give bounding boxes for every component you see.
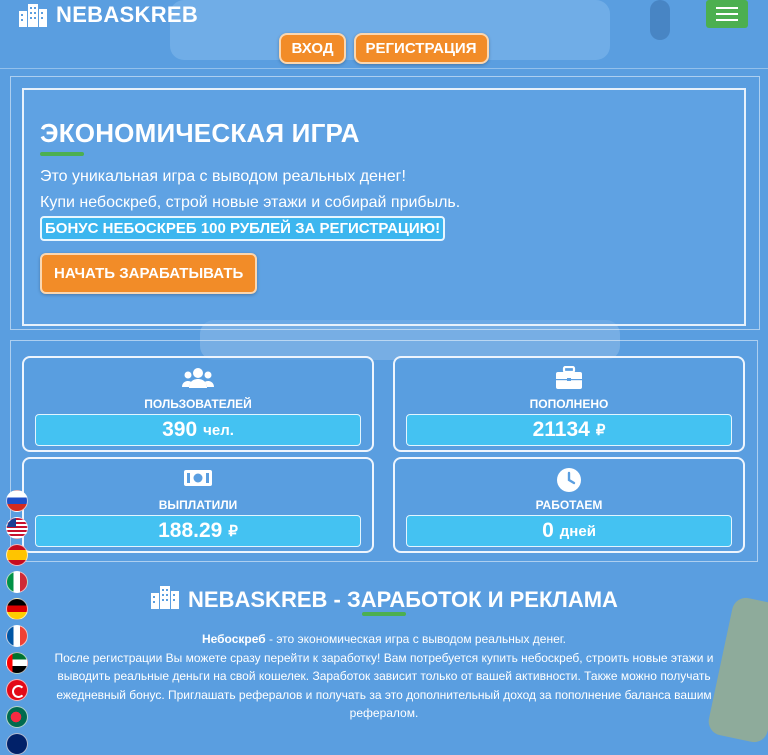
stat-card-paid-out: [22, 457, 374, 553]
title-underline: [362, 612, 406, 616]
flag-au-icon[interactable]: [6, 733, 28, 755]
login-button[interactable]: ВХОД: [279, 33, 345, 64]
stat-value: 0: [542, 519, 554, 542]
stat-label: ВЫПЛАТИЛИ: [158, 498, 238, 512]
stat-value-box: [35, 515, 361, 547]
about-title: NEBASKREB - ЗАРАБОТОК И РЕКЛАМА: [188, 587, 618, 612]
stat-value: 390: [162, 418, 198, 441]
stat-value-box: [35, 414, 361, 446]
flag-it-icon[interactable]: [6, 571, 28, 593]
stat-card-users: [22, 356, 374, 452]
flag-fr-icon[interactable]: [6, 625, 28, 647]
bonus-banner: БОНУС НЕБОСКРЕБ 100 РУБЛЕЙ ЗА РЕГИСТРАЦИЮ!: [40, 216, 445, 241]
about-heading: [0, 585, 768, 615]
header-divider: [0, 68, 768, 69]
title-underline: [40, 152, 84, 156]
auth-buttons: [0, 33, 768, 64]
flag-us-icon[interactable]: [6, 517, 28, 539]
hero-text: Это уникальная игра с выводом реальных денег!: [40, 168, 406, 185]
logo[interactable]: [18, 2, 198, 28]
flag-es-icon[interactable]: [6, 544, 28, 566]
register-button[interactable]: РЕГИСТРАЦИЯ: [354, 33, 489, 64]
flag-bd-icon[interactable]: [6, 706, 28, 728]
stat-label: РАБОТАЕМ: [535, 498, 603, 512]
start-earning-button[interactable]: НАЧАТЬ ЗАРАБАТЫВАТЬ: [40, 253, 257, 294]
clock-icon: [395, 467, 743, 493]
hamburger-icon: [716, 7, 738, 9]
stat-value-box: [406, 414, 732, 446]
flag-ru-icon[interactable]: [6, 490, 28, 512]
logo-text: NEBASKREB: [56, 2, 199, 27]
about-intro: - это экономическая игра с выводом реальных денег.: [265, 632, 567, 646]
stat-label: ПОПОЛНЕНО: [529, 397, 609, 411]
stat-unit: чел.: [203, 421, 234, 439]
building-icon: [18, 3, 48, 27]
about-body: После регистрации Вы можете сразу перейти к заработку! Вам потребуется купить небоскреб, строить новые этажи и выводить реальные деньги на свой кошелек. Заработок зависит только от вашей активности. Также можно получать ежедневный бонус. Приглашать рефералов и получать за это дополнительный доход за пополнение баланса вашим рефералом.: [54, 650, 714, 720]
about-bold-lead: Небоскреб: [201, 632, 266, 646]
stat-value-box: [406, 515, 732, 547]
stat-value: 21134: [532, 418, 590, 441]
language-switcher: [6, 490, 28, 755]
hero-title: ЭКОНОМИЧЕСКАЯ ИГРА: [40, 118, 360, 148]
stat-card-working-days: [393, 457, 745, 553]
hero-panel: [22, 88, 746, 326]
building-icon: [150, 585, 180, 615]
top-navbar: [0, 0, 768, 68]
stat-unit: дней: [559, 522, 596, 540]
hero-text: Купи небоскреб, строй новые этажи и собирай прибыль.: [40, 194, 461, 211]
stat-value: 188.29: [158, 519, 223, 542]
stat-card-deposited: [393, 356, 745, 452]
stat-unit: ₽: [595, 422, 606, 439]
stat-unit: ₽: [228, 523, 238, 540]
flag-tr-icon[interactable]: [6, 679, 28, 701]
stat-label: ПОЛЬЗОВАТЕЛЕЙ: [144, 397, 252, 411]
flag-de-icon[interactable]: [6, 598, 28, 620]
about-description: [30, 630, 738, 723]
menu-toggle-button[interactable]: [706, 0, 748, 28]
users-icon: [24, 366, 372, 390]
money-icon: [24, 467, 372, 489]
briefcase-icon: [395, 366, 743, 390]
flag-ae-icon[interactable]: [6, 652, 28, 674]
